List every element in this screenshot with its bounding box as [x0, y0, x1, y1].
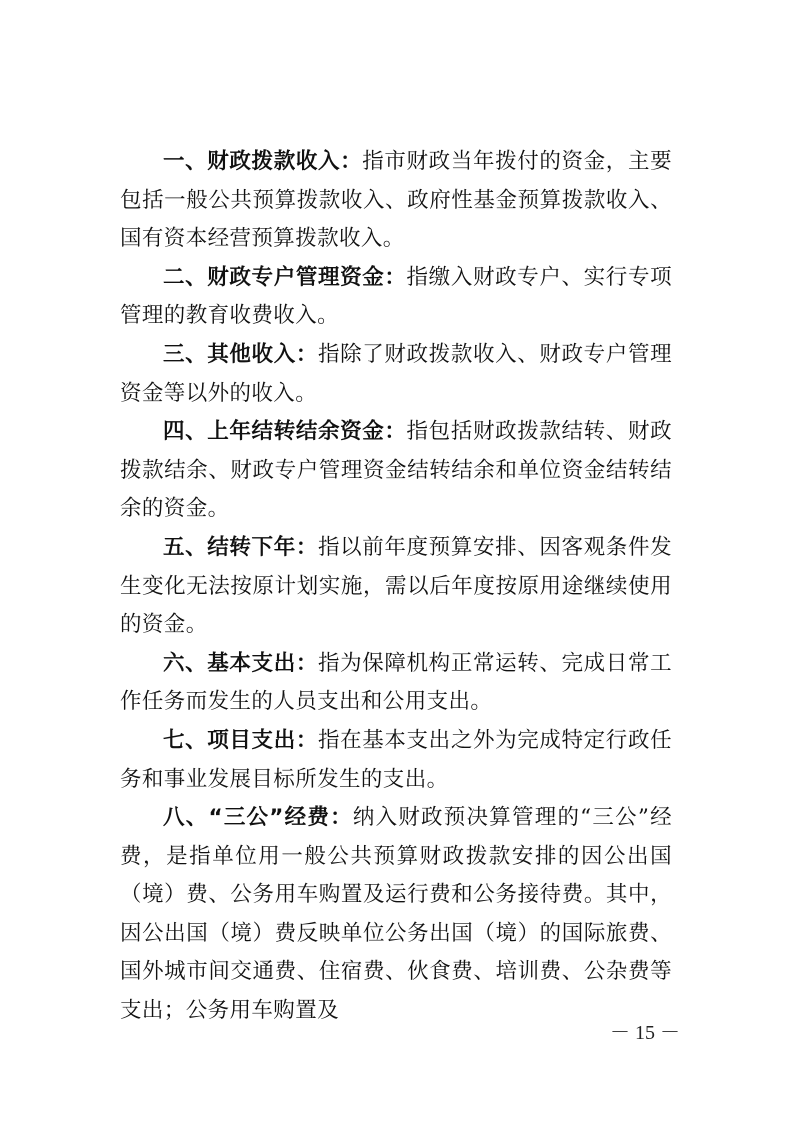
term-label: 四、上年结转结余资金：	[163, 419, 407, 445]
definition-text: 指以前年度预算安排、因客观条件发生变化无法按原计划实施，需以后年度按原用途继续使用的资金。	[120, 534, 672, 638]
definition-text: 指为保障机构正常运转、完成日常工作任务而发生的人员支出和公用支出。	[120, 650, 672, 715]
paragraph-basic-expenditure	[120, 645, 672, 722]
term-label: 二、财政专户管理资金：	[163, 264, 407, 290]
paragraph-other-income	[120, 336, 672, 413]
term-label: 六、基本支出：	[163, 650, 318, 676]
page-number: － 15 －	[610, 1022, 680, 1044]
definition-text: 指市财政当年拨付的资金，主要包括一般公共预算拨款收入、政府性基金预算拨款收入、国有资本经营预算拨款收入。	[120, 149, 672, 252]
term-label: 五、结转下年：	[163, 534, 318, 560]
definition-text: 指除了财政拨款收入、财政专户管理资金等以外的收入。	[120, 341, 672, 406]
paragraph-special-account-funds	[120, 259, 672, 336]
paragraph-carry-forward	[120, 529, 672, 645]
document-body	[120, 143, 672, 1031]
term-label: 三、其他收入：	[163, 341, 318, 367]
paragraph-project-expenditure	[120, 722, 672, 799]
definition-text: 纳入财政预决算管理的“三公”经费，是指单位用一般公共预算财政拨款安排的因公出国（境）费、公务用车购置及运行费和公务接待费。其中，因公出国（境）费反映单位公务出国（境）的国际旅费、国外城市间交通费、住宿费、伙食费、培训费、公杂费等支出；公务用车购置及	[120, 805, 672, 1024]
paragraph-prior-year-carryover	[120, 413, 672, 529]
definition-text: 指在基本支出之外为完成特定行政任务和事业发展目标所发生的支出。	[120, 727, 672, 792]
paragraph-fiscal-appropriation-income	[120, 143, 672, 259]
definition-text: 指缴入财政专户、实行专项管理的教育收费收入。	[120, 264, 672, 329]
term-label: 一、财政拨款收入：	[163, 149, 363, 174]
term-label: 七、项目支出：	[163, 727, 318, 753]
paragraph-three-public-expenses	[120, 799, 672, 1031]
term-label: 八、“三公”经费：	[163, 805, 353, 831]
definition-text: 指包括财政拨款结转、财政拨款结余、财政专户管理资金结转结余和单位资金结转结余的资金。	[120, 419, 672, 522]
